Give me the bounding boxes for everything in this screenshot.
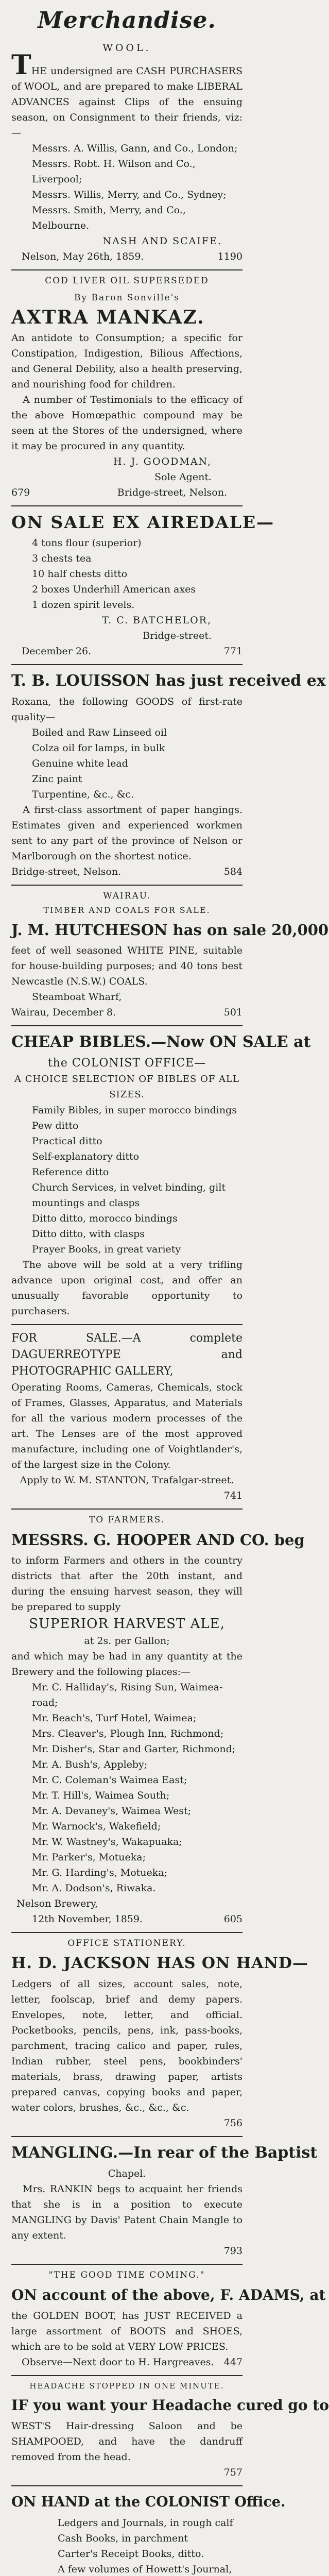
ad-wool xyxy=(11,42,243,264)
list-item: Mr. C. Halliday's, Rising Sun, Waimea-road; xyxy=(32,1682,223,1708)
ad-title: J. M. HUTCHESON has on sale 20,000 xyxy=(11,921,329,939)
ad-daguerreotype xyxy=(11,1330,243,1503)
ad-number: 793 xyxy=(223,2245,243,2257)
ad-line: the COLONIST OFFICE— xyxy=(47,1057,206,1070)
ad-footer-row xyxy=(11,864,243,879)
ad-stationery xyxy=(11,1938,308,2131)
ad-text: WEST'S Hair-dressing Saloon and be SHAMPOOED, and have the dandruff removed from the head. xyxy=(11,2420,243,2463)
list-item: Ditto ditto, with clasps xyxy=(32,1228,145,1240)
section-masthead: Merchandise. xyxy=(38,7,216,33)
ad-title: AXTRA MANKAZ. xyxy=(11,307,205,328)
item-list xyxy=(11,535,243,613)
list-item: Mr. A. Devaney's, Waimea West; xyxy=(32,1805,192,1817)
ad-heading: TO FARMERS. xyxy=(89,1515,165,1525)
ad-line: Chapel. xyxy=(108,2168,146,2179)
ad-heading: WOOL. xyxy=(102,42,151,54)
ad-number: 741 xyxy=(223,1490,243,1501)
ad-product: SUPERIOR HARVEST ALE, xyxy=(29,1616,225,1632)
ad-text: THE undersigned are CASH PURCHASERS of WOOL, and are prepared to make LIBERAL ADVANCES against Clips of the ensuing season, on Consignment to their friends, viz:— xyxy=(11,49,243,139)
list-item: 3 chests tea xyxy=(32,553,92,564)
list-item: Mr. Parker's, Motueka; xyxy=(32,1852,146,1863)
list-item: Mr. Warnock's, Wakefield; xyxy=(32,1821,161,1832)
ad-role: Sole Agent. xyxy=(154,471,212,483)
ad-footer-row xyxy=(11,249,243,264)
list-item: Practical ditto xyxy=(32,1136,102,1147)
ad-wairau xyxy=(11,891,329,1020)
ad-price: at 2s. per Gallon; xyxy=(84,1635,170,1647)
ad-date: Nelson, May 26th, 1859. xyxy=(22,251,144,262)
ad-number: 756 xyxy=(223,2117,243,2129)
list-item: Cash Books, in parchment xyxy=(58,2533,188,2544)
ad-date: December 26. xyxy=(22,646,92,657)
ad-date: Wairau, December 8. xyxy=(11,1007,116,1018)
ad-heading: "THE GOOD TIME COMING." xyxy=(48,2270,205,2280)
list-item: Mrs. Cleaver's, Plough Inn, Richmond; xyxy=(32,1728,224,1739)
ad-title: CHEAP BIBLES.—Now ON SALE at xyxy=(11,1033,311,1051)
ad-louisson xyxy=(11,670,326,879)
list-item: Ledgers and Journals, in rough calf xyxy=(58,2517,233,2529)
list-item: Genuine white lead xyxy=(32,758,128,769)
list-item: Carter's Receipt Books, ditto. xyxy=(58,2548,204,2560)
list-item: Mr. A. Bush's, Appleby; xyxy=(32,1759,148,1770)
divider xyxy=(11,664,243,665)
divider xyxy=(11,2485,243,2486)
ad-text: A number of Testimonials to the efficacy of the above Homœpathic compound may be seen at the Stores of the undersigned, where it may be procured in any quantity. xyxy=(11,394,243,452)
ad-signature: NASH AND SCAIFE. xyxy=(102,235,222,247)
ad-text: An antidote to Consumption; a specific for Constipation, Indigestion, Bilious Affections, and General Debility, also a health preserving, and nourishing food for children. xyxy=(11,332,243,390)
divider xyxy=(11,2136,243,2137)
ad-title: FOR SALE.—A complete DAGUERREOTYPE and PHOTOGRAPHIC GALLERY, xyxy=(11,1332,243,1378)
list-item: Colza oil for lamps, in bulk xyxy=(32,742,165,754)
ad-signature: T. C. BATCHELOR, xyxy=(102,615,212,626)
divider xyxy=(11,885,243,886)
list-item: 10 half chests ditto xyxy=(32,568,128,580)
ad-heading: HEADACHE STOPPED IN ONE MINUTE. xyxy=(29,2381,224,2391)
divider xyxy=(11,2375,243,2376)
list-item: Prayer Books, in great variety xyxy=(32,1244,181,1255)
list-item: Zinc paint xyxy=(32,773,82,785)
item-list xyxy=(11,725,243,802)
ad-bibles xyxy=(11,1031,311,1319)
list-item: Self-explanatory ditto xyxy=(32,1151,140,1162)
ad-title: ON SALE EX AIREDALE— xyxy=(11,512,275,532)
divider xyxy=(11,1932,243,1933)
item-list xyxy=(11,2515,243,2576)
ad-heading: OFFICE STATIONERY. xyxy=(67,1938,186,1948)
ad-footer-row xyxy=(11,1005,243,1020)
ad-colonist-office xyxy=(11,2492,286,2576)
list-item: Pew ditto xyxy=(32,1120,79,1131)
list-item: Ditto ditto, morocco bindings xyxy=(32,1213,178,1224)
ad-number: 605 xyxy=(223,1913,243,1925)
list-item: Mr. A. Dodson's, Riwaka. xyxy=(32,1883,156,1894)
divider xyxy=(11,2264,243,2265)
ad-subheading: By Baron Sonville's xyxy=(74,293,180,303)
ad-heading: COD LIVER OIL SUPERSEDED xyxy=(45,276,209,286)
list-item: Mr. Disher's, Star and Garter, Richmond; xyxy=(32,1743,236,1755)
ad-number: 501 xyxy=(223,1007,243,1018)
firm-list xyxy=(11,141,243,233)
ad-address: Bridge-street, Nelson. xyxy=(117,487,227,498)
ad-mangling xyxy=(11,2142,318,2259)
divider xyxy=(11,1324,243,1325)
list-item: 2 boxes Underhill American axes xyxy=(32,584,196,595)
ad-text: feet of well seasoned WHITE PINE, suitable for house-building purposes; and 40 tons best Newcastle (N.S.W.) COALS. xyxy=(11,945,243,987)
ad-number: 1190 xyxy=(217,251,243,262)
ad-place: Nelson Brewery, xyxy=(16,1898,98,1909)
ad-number: 771 xyxy=(223,646,243,657)
ad-place: Steamboat Wharf, xyxy=(32,991,122,1003)
list-item: Mr. C. Coleman's Waimea East; xyxy=(32,1774,187,1786)
firm-line: Messrs. Robt. H. Wilson and Co., Liverpool; xyxy=(32,158,196,185)
ad-title: T. B. LOUISSON has just received ex xyxy=(11,672,326,690)
ad-footer-row xyxy=(11,2354,243,2370)
ad-signature: H. J. GOODMAN, xyxy=(113,456,212,467)
drop-cap: T xyxy=(11,49,31,81)
ad-number: 757 xyxy=(223,2467,243,2478)
list-item: A few volumes of Howett's Journal, xyxy=(58,2564,232,2575)
ad-title: H. D. JACKSON HAS ON HAND— xyxy=(11,1954,308,1972)
ad-text: and which may be had in any quantity at the Brewery and the following places:— xyxy=(11,1651,243,1677)
ad-number: 679 xyxy=(11,487,30,498)
firm-line: Messrs. Smith, Merry, and Co., Melbourne. xyxy=(32,205,186,231)
ad-text: Roxana, the following GOODS of first-rate quality— xyxy=(11,696,243,723)
ad-hooper-ale xyxy=(11,1515,305,1927)
ad-line: A CHOICE SELECTION OF BIBLES OF ALL SIZES. xyxy=(14,1074,239,1100)
ad-apply: Apply to W. M. STANTON, Trafalgar-street. xyxy=(20,1475,234,1486)
list-item: Mr. T. Hill's, Waimea South; xyxy=(32,1790,170,1801)
list-item: Mr. G. Harding's, Motueka; xyxy=(32,1867,168,1878)
list-item: Boiled and Raw Linseed oil xyxy=(32,727,167,738)
ad-title: ON HAND at the COLONIST Office. xyxy=(11,2494,286,2510)
list-item: 4 tons flour (superior) xyxy=(32,537,142,549)
ad-date: 12th November, 1859. xyxy=(32,1913,143,1925)
place-list xyxy=(11,1680,243,1896)
ad-title: MESSRS. G. HOOPER AND CO. beg xyxy=(11,1531,305,1549)
list-item: Family Bibles, in super morocco bindings xyxy=(32,1105,237,1116)
ad-text: A first-class assortment of paper hangings. Estimates given and experienced workmen sent to any part of the province of Nelson or Marlborough on the shortest notice. xyxy=(11,804,243,862)
list-item: Reference ditto xyxy=(32,1166,109,1178)
ad-number: 447 xyxy=(223,2357,243,2368)
divider xyxy=(11,505,243,506)
list-item: Mr. W. Wastney's, Wakapuaka; xyxy=(32,1836,182,1848)
ad-number: 584 xyxy=(223,866,243,877)
ad-text: Mrs. RANKIN begs to acquaint her friends that she is in a position to execute MANGLING by Davis' Patent Chain Mangle to any extent. xyxy=(11,2183,243,2241)
ad-title: IF you want your Headache cured go to xyxy=(11,2397,329,2414)
ad-text: The above will be sold at a very trifling advance upon original cost, and offer an unusually favorable opportunity to purchasers. xyxy=(11,1259,243,1317)
ad-footer-row xyxy=(11,643,243,659)
list-item: Church Services, in velvet binding, gilt mountings and clasps xyxy=(32,1182,226,1209)
ad-cod-liver-oil xyxy=(11,276,243,500)
ad-text: to inform Farmers and others in the country districts that after the 20th instant, and during the ensuing harvest season, they will be prepared to supply xyxy=(11,1555,243,1613)
divider xyxy=(11,269,243,270)
ad-text: Ledgers of all sizes, account sales, note, letter, foolscap, brief and demy papers. Envelopes, note, letter, and official. Pocketbooks, pencils, pens, ink, pass-books, parchment, tracing calico and paper, rules, Indian rubber, steel pens, bookbinders' materials, brass, drawing paper, artists prepared canvas, copying books and paper, water colors, brushes, &c., &c., &c. xyxy=(11,1978,243,2113)
ad-title: MANGLING.—In rear of the Baptist xyxy=(11,2144,318,2162)
divider xyxy=(11,1025,243,1026)
divider xyxy=(11,1509,243,1510)
ad-headache xyxy=(11,2381,329,2480)
firm-line: Messrs. A. Willis, Gann, and Co., London; xyxy=(32,143,238,154)
ad-airedale xyxy=(11,512,275,659)
firm-line: Messrs. Willis, Merry, and Co., Sydney; xyxy=(32,189,227,200)
list-item: Turpentine, &c., &c. xyxy=(32,789,134,800)
ad-heading: WAIRAU. xyxy=(103,891,151,901)
ad-address: Bridge-street, Nelson. xyxy=(11,866,122,877)
ad-text: Operating Rooms, Cameras, Chemicals, stock of Frames, Glasses, Apparatus, and Materials for all the various modern processes of the art. The Lenses are of the most approved manufacture, including one of Voightlander's, of the largest size in the Colony. xyxy=(11,1382,243,1470)
list-item: 1 dozen spirit levels. xyxy=(32,599,135,611)
ad-footer-row xyxy=(11,1911,243,1927)
ad-observe: Observe—Next door to H. Hargreaves. xyxy=(22,2357,214,2368)
ad-footer-row xyxy=(11,485,243,500)
ad-subheading: TIMBER AND COALS FOR SALE. xyxy=(43,905,211,915)
ad-address: Bridge-street. xyxy=(143,630,212,641)
ad-text: the GOLDEN BOOT, has JUST RECEIVED a large assortment of BOOTS and SHOES, which are to be sold at VERY LOW PRICES. xyxy=(11,2310,243,2352)
ad-title: ON account of the above, F. ADAMS, at xyxy=(11,2286,326,2303)
list-item: Mr. Beach's, Turf Hotel, Waimea; xyxy=(32,1713,197,1724)
ad-golden-boot xyxy=(11,2270,326,2370)
item-list xyxy=(11,1103,243,1257)
